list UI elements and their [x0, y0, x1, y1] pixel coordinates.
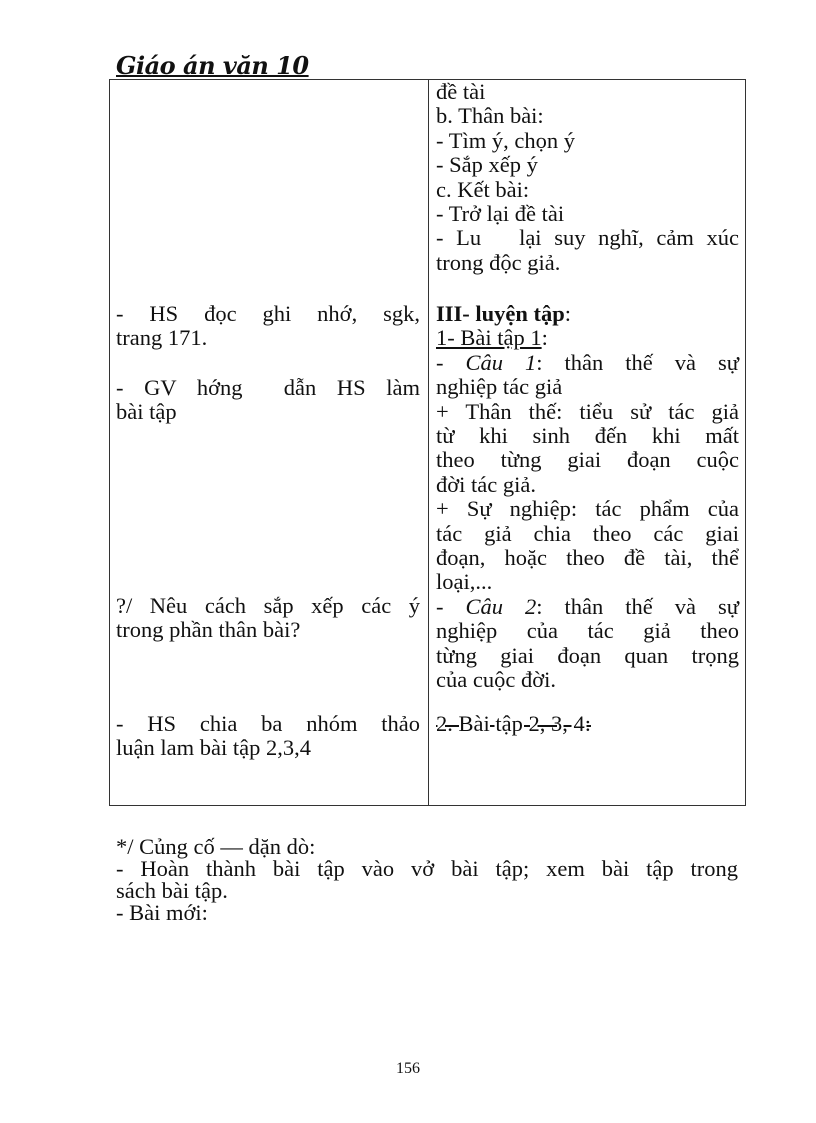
career-line: loại,...: [436, 569, 493, 595]
page-number: 156: [396, 1060, 420, 1077]
activity-line: - GV hớng dẫn HS làm: [116, 375, 420, 400]
exercise-colon: :: [541, 325, 548, 351]
exercise-1-label: 1- Bài tập 1: [436, 325, 542, 351]
reinforcement-section: [116, 836, 738, 924]
question-1-line: [436, 351, 739, 375]
outline-line: - Trở lại đề tài: [436, 201, 565, 227]
question-1-text: : thân thế và sự: [536, 349, 740, 375]
exercise-1-title: [436, 326, 739, 350]
dash: -: [436, 593, 466, 619]
body-conclusion-outline: [436, 80, 739, 275]
outline-line: - Sắp xếp ý: [436, 152, 538, 178]
dash: -: [436, 349, 466, 375]
question-2-text-cont: nghiệp của tác giả theo: [436, 618, 739, 644]
footer-line: - Hoàn thành bài tập vào vở bài tập; xem bài tập trong: [116, 856, 738, 881]
question-2-text-cont: từng giai đoạn quan trọng: [436, 642, 739, 668]
activity-line: - HS chia ba nhóm thảo: [116, 711, 420, 736]
heading-colon: :: [564, 301, 572, 326]
biography-line: + Thân thế: tiểu sử tác giả: [436, 398, 739, 424]
question-2-label: Câu 2: [465, 593, 537, 619]
biography-line: đời tác giả.: [436, 471, 536, 497]
career-line: tác giả chia theo các giai: [436, 520, 739, 546]
question-line: trong phần thân bài?: [116, 617, 301, 643]
footer-line: sách bài tập.: [116, 878, 228, 903]
question-line: ?/ Nêu cách sắp xếp các ý: [116, 593, 420, 618]
activity-line: bài tập: [116, 399, 177, 425]
activity-read-summary: [116, 302, 420, 351]
activity-teacher-guide: [116, 376, 420, 425]
question-1-label: Câu 1: [465, 349, 537, 375]
outline-line: b. Thân bài:: [436, 103, 544, 129]
section-heading-text: III- luyện tập: [436, 301, 565, 326]
outline-line: c. Kết bài:: [436, 176, 530, 202]
exercise-2-title: [436, 712, 739, 736]
outline-line: trong độc giả.: [436, 249, 561, 275]
question-2-line: [436, 595, 739, 619]
question-2-text: : thân thế và sự: [536, 593, 740, 619]
section-heading: [436, 302, 739, 326]
biography-line: từ khi sinh đến khi mất: [436, 423, 739, 449]
page-header-title: Giáo án văn 10: [116, 51, 309, 80]
lesson-table: [109, 79, 746, 806]
footer-heading: */ Củng cố — dặn dò:: [116, 834, 316, 859]
question-arrangement: [116, 594, 420, 643]
footer-line: - Bài mới:: [116, 900, 208, 925]
activity-line: trang 171.: [116, 325, 208, 351]
exercise-2-label: 2. Bài tập 2, 3, 4:: [436, 711, 591, 736]
question-2-text-cont: của cuộc đời.: [436, 667, 556, 693]
column-divider: [428, 80, 429, 805]
practice-section: [436, 302, 739, 693]
outline-line: - Lu lại suy nghĩ, cảm xúc: [436, 225, 739, 251]
outline-line: - Tìm ý, chọn ý: [436, 127, 575, 153]
outline-line: đề tài: [436, 79, 486, 104]
activity-line: luận lam bài tập 2,3,4: [116, 735, 311, 761]
activity-group-discussion: [116, 712, 420, 761]
question-1-text-cont: nghiệp tác giả: [436, 374, 563, 400]
career-line: + Sự nghiệp: tác phẩm của: [436, 496, 739, 522]
biography-line: theo từng giai đoạn cuộc: [436, 447, 739, 473]
activity-line: - HS đọc ghi nhớ, sgk,: [116, 301, 420, 326]
career-line: đoạn, hoặc theo đề tài, thể: [436, 545, 739, 571]
